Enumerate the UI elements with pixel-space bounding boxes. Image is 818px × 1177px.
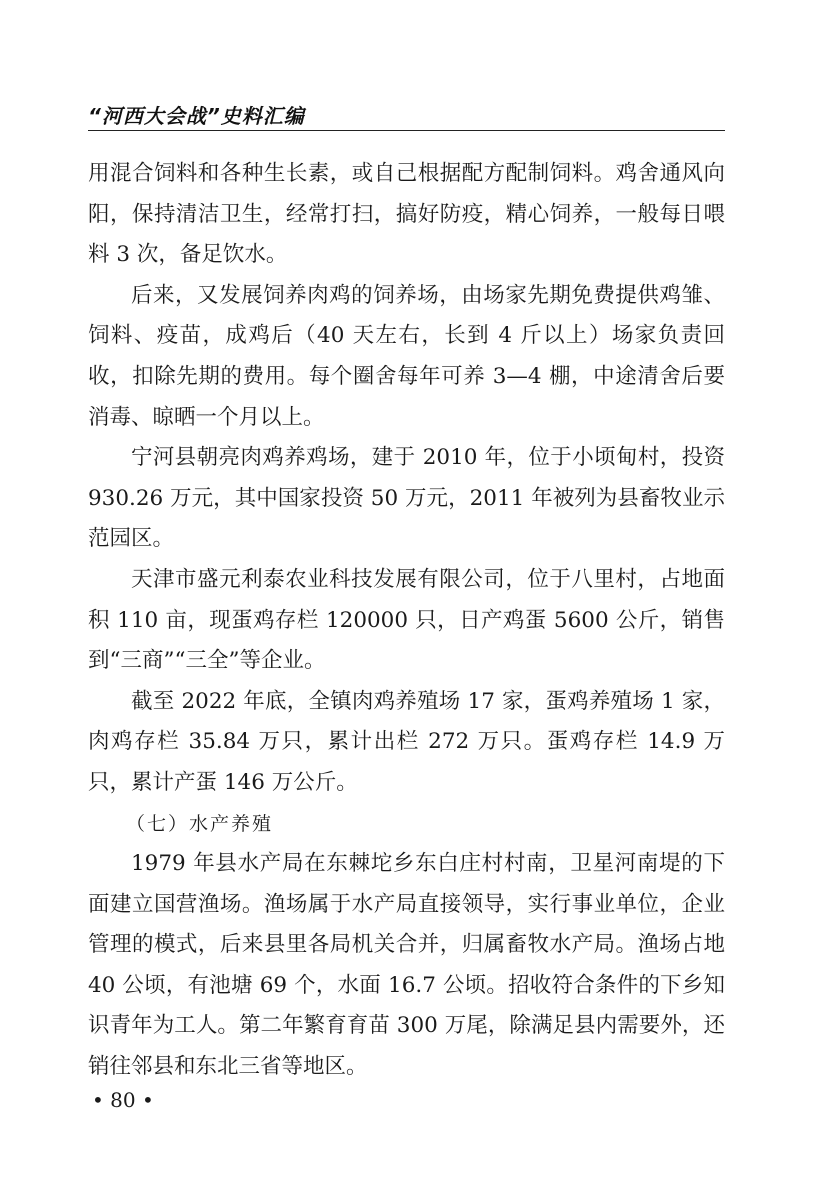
- running-header-title: “河西大会战”史料汇编: [88, 104, 305, 128]
- paragraph-4: 天津市盛元利泰农业科技发展有限公司，位于八里村，占地面积 110 亩，现蛋鸡存栏 120000 只，日产鸡蛋 5600 公斤，销售到“三商”“三全”等企业。: [88, 566, 725, 674]
- body-text: [88, 154, 725, 1088]
- section-paragraph: 1979 年县水产局在东棘坨乡东白庄村村南，卫星河南堤的下面建立国营渔场。渔场属于水产局直接领导，实行事业单位，企业管理的模式，后来县里各局机关合并，归属畜牧水产局。渔场占地 40 公顷，有池塘 69 个，水面 16.7 公顷。招收符合条件的下乡知识青年为工人。第二年繁育育苗 300 万尾，除满足县内需要外，还销往邻县和东北三省等地区。: [88, 851, 725, 1080]
- paragraph-2: 后来，又发展饲养肉鸡的饲养场，由场家先期免费提供鸡雏、饲料、疫苗，成鸡后（40 天左右，长到 4 斤以上）场家负责回收，扣除先期的费用。每个圈舍每年可养 3—4 棚，中途清舍后要消毒、晾晒一个月以上。: [88, 282, 725, 430]
- header-divider: [88, 130, 725, 131]
- page-number: • 80 •: [92, 1088, 154, 1112]
- paragraph-5: 截至 2022 年底，全镇肉鸡养殖场 17 家，蛋鸡养殖场 1 家，肉鸡存栏 35.84 万只，累计出栏 272 万只。蛋鸡存栏 14.9 万只，累计产蛋 146 万公斤。: [88, 688, 725, 795]
- paragraph-3: 宁河县朝亮肉鸡养鸡场，建于 2010 年，位于小顷甸村，投资 930.26 万元，其中国家投资 50 万元，2011 年被列为县畜牧业示范园区。: [88, 445, 725, 552]
- section-heading: （七）水产养殖: [126, 812, 274, 835]
- paragraph-1: 用混合饲料和各种生长素，或自己根据配方配制饲料。鸡舍通风向阳，保持清洁卫生，经常打扫，搞好防疫，精心饲养，一般每日喂料 3 次，备足饮水。: [88, 161, 725, 268]
